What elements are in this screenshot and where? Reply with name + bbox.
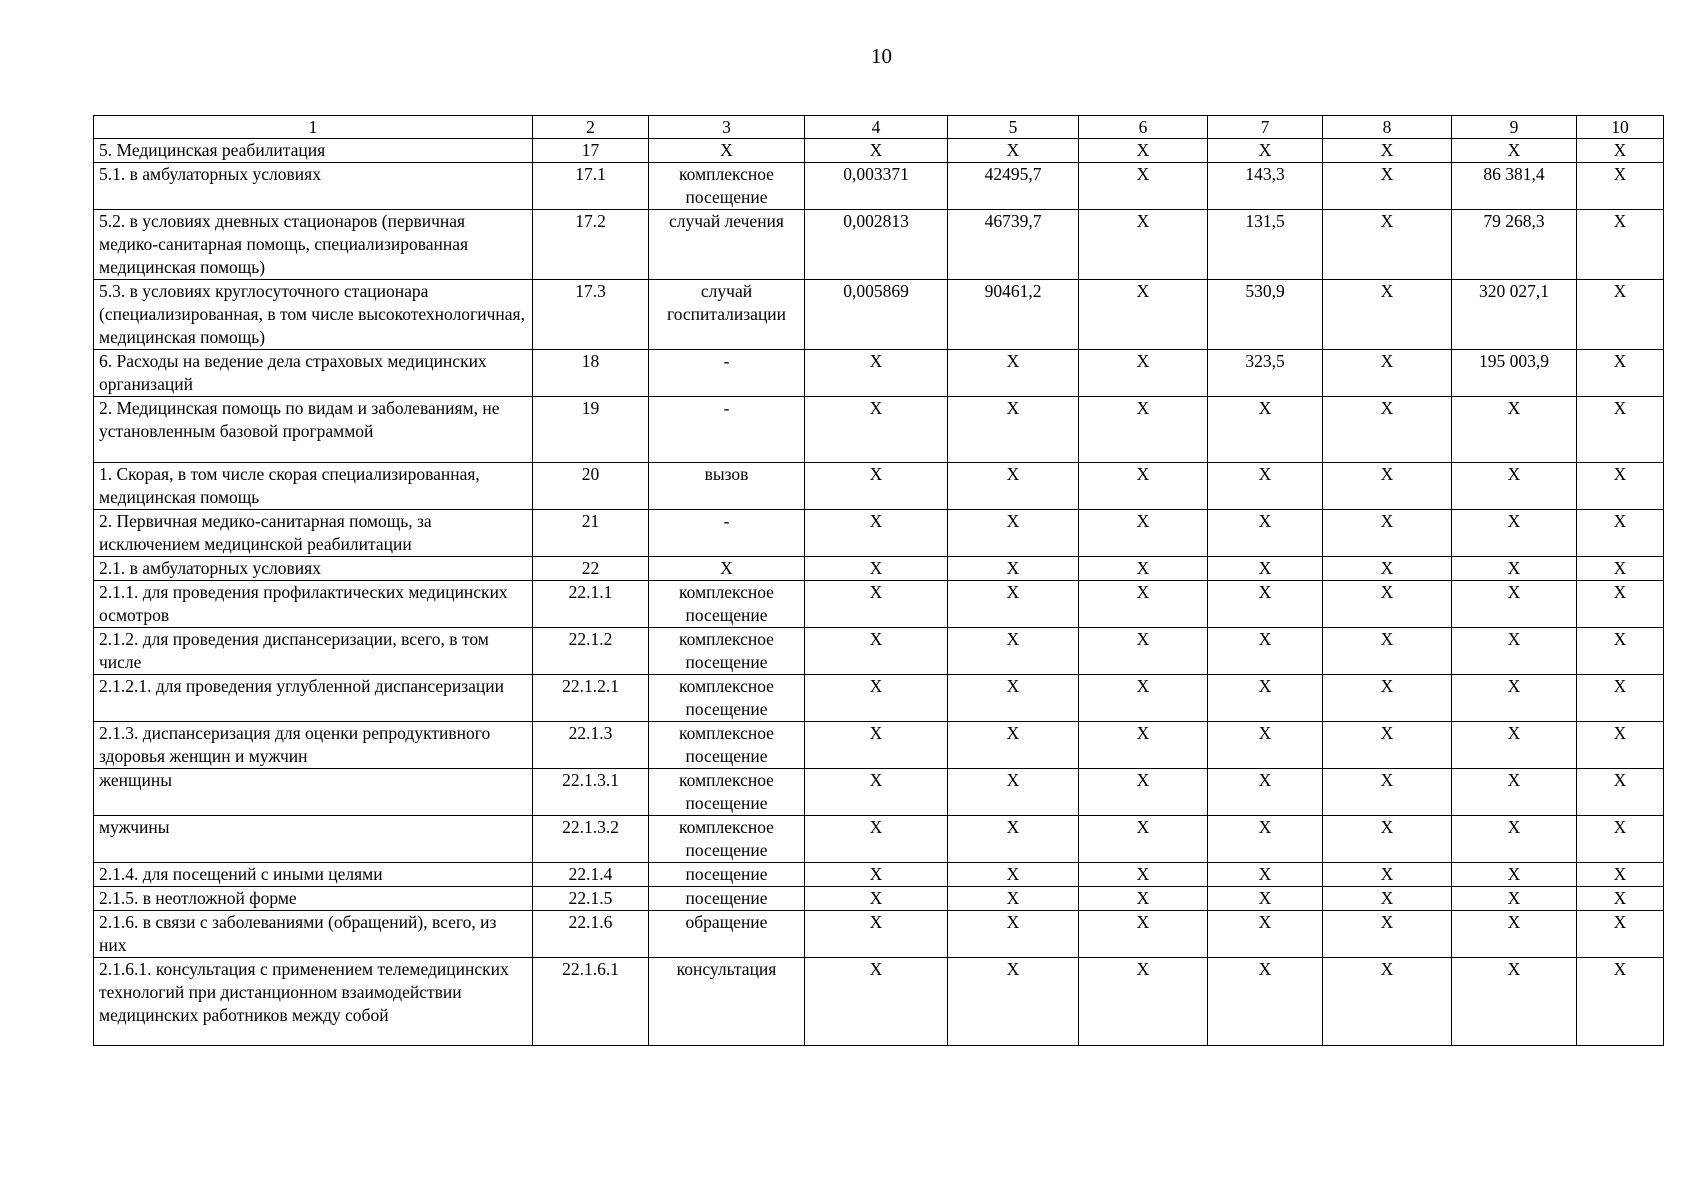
table-cell: Х xyxy=(1208,510,1323,557)
table-cell: Х xyxy=(1079,722,1208,769)
table-cell: 21 xyxy=(533,510,649,557)
table-cell: 79 268,3 xyxy=(1452,210,1577,280)
table-cell: Х xyxy=(1323,557,1452,581)
table-cell: Х xyxy=(1079,350,1208,397)
table-cell: Х xyxy=(948,722,1079,769)
table-cell: комплексное посещение xyxy=(649,722,805,769)
table-cell: 143,3 xyxy=(1208,163,1323,210)
table-cell: Х xyxy=(1577,463,1664,510)
table-cell: 530,9 xyxy=(1208,280,1323,350)
table-cell: Х xyxy=(1577,163,1664,210)
table-row xyxy=(94,628,1664,675)
table-cell: Х xyxy=(1452,722,1577,769)
header-cell: 3 xyxy=(649,116,805,139)
table-cell: Х xyxy=(948,581,1079,628)
table-cell: Х xyxy=(1079,887,1208,911)
row-label-cell: 2.1.5. в неотложной форме xyxy=(94,887,533,911)
table-cell: Х xyxy=(1577,675,1664,722)
table-cell: Х xyxy=(1577,816,1664,863)
header-cell: 5 xyxy=(948,116,1079,139)
table-cell: Х xyxy=(1577,350,1664,397)
table-cell: комплексное посещение xyxy=(649,816,805,863)
table-cell: Х xyxy=(1079,510,1208,557)
table-cell: Х xyxy=(1452,557,1577,581)
table-cell: 17.1 xyxy=(533,163,649,210)
table-cell: Х xyxy=(1577,722,1664,769)
row-label-cell: женщины xyxy=(94,769,533,816)
table-cell: Х xyxy=(1208,863,1323,887)
table-cell: Х xyxy=(1208,769,1323,816)
page-number: 10 xyxy=(871,44,892,68)
header-cell: 6 xyxy=(1079,116,1208,139)
table-cell: 22.1.3 xyxy=(533,722,649,769)
table-cell: Х xyxy=(1323,958,1452,1046)
table-cell: Х xyxy=(1079,463,1208,510)
table-row xyxy=(94,397,1664,463)
table-cell: Х xyxy=(805,557,948,581)
table-cell: 19 xyxy=(533,397,649,463)
table-cell: - xyxy=(649,510,805,557)
table-cell: Х xyxy=(1323,816,1452,863)
table-row xyxy=(94,958,1664,1046)
table-cell: - xyxy=(649,350,805,397)
table-cell: 131,5 xyxy=(1208,210,1323,280)
table-row xyxy=(94,816,1664,863)
row-label-cell: 2.1.2.1. для проведения углубленной диспансеризации xyxy=(94,675,533,722)
table-row xyxy=(94,139,1664,163)
table-cell: Х xyxy=(1208,911,1323,958)
row-label-cell: 5.2. в условиях дневных стационаров (первичная медико-санитарная помощь, специализированная медицинская помощь) xyxy=(94,210,533,280)
table-cell: 22.1.3.1 xyxy=(533,769,649,816)
table-cell: Х xyxy=(1577,911,1664,958)
table-cell: Х xyxy=(1079,397,1208,463)
table-cell: Х xyxy=(1452,463,1577,510)
row-label-cell: 5.3. в условиях круглосуточного стационара (специализированная, в том числе высокотехнологичная, медицинская помощь) xyxy=(94,280,533,350)
table-cell: вызов xyxy=(649,463,805,510)
table-body xyxy=(94,116,1664,1046)
table-cell: Х xyxy=(1452,816,1577,863)
table-row xyxy=(94,163,1664,210)
table-row xyxy=(94,581,1664,628)
table-cell: комплексное посещение xyxy=(649,581,805,628)
table-cell: Х xyxy=(1079,139,1208,163)
table-cell: Х xyxy=(1079,163,1208,210)
table-cell: Х xyxy=(1323,722,1452,769)
table-cell: Х xyxy=(805,463,948,510)
table-cell: Х xyxy=(805,863,948,887)
table-cell: Х xyxy=(1452,510,1577,557)
table-cell: Х xyxy=(948,911,1079,958)
header-cell: 8 xyxy=(1323,116,1452,139)
table-cell: 22.1.5 xyxy=(533,887,649,911)
table-cell: Х xyxy=(1323,581,1452,628)
table-cell: Х xyxy=(1577,510,1664,557)
table-cell: посещение xyxy=(649,863,805,887)
table-cell: 42495,7 xyxy=(948,163,1079,210)
table-row xyxy=(94,863,1664,887)
table-cell: Х xyxy=(948,675,1079,722)
table-cell: посещение xyxy=(649,887,805,911)
table-cell: Х xyxy=(948,628,1079,675)
table-cell: 18 xyxy=(533,350,649,397)
table-cell: Х xyxy=(1208,397,1323,463)
header-cell: 10 xyxy=(1577,116,1664,139)
table-cell: Х xyxy=(1452,911,1577,958)
table-cell: Х xyxy=(1208,816,1323,863)
table-cell: Х xyxy=(1323,769,1452,816)
table-cell: Х xyxy=(1079,769,1208,816)
table-cell: Х xyxy=(948,139,1079,163)
table-cell: Х xyxy=(1323,463,1452,510)
table-cell: Х xyxy=(1208,139,1323,163)
table-cell: Х xyxy=(649,557,805,581)
table-header-row xyxy=(94,116,1664,139)
table-cell: Х xyxy=(1079,911,1208,958)
table-cell: Х xyxy=(1323,863,1452,887)
table-cell: Х xyxy=(1208,958,1323,1046)
table-cell: 22.1.2.1 xyxy=(533,675,649,722)
table-cell: Х xyxy=(1079,675,1208,722)
table-row xyxy=(94,210,1664,280)
table-cell: консультация xyxy=(649,958,805,1046)
row-label-cell: 2. Медицинская помощь по видам и заболеваниям, не установленным базовой программой xyxy=(94,397,533,463)
table-cell: Х xyxy=(649,139,805,163)
row-label-cell: 2.1.1. для проведения профилактических медицинских осмотров xyxy=(94,581,533,628)
header-cell: 7 xyxy=(1208,116,1323,139)
table-cell: Х xyxy=(948,557,1079,581)
row-label-cell: 1. Скорая, в том числе скорая специализированная, медицинская помощь xyxy=(94,463,533,510)
table-cell: Х xyxy=(1208,557,1323,581)
table-cell: Х xyxy=(1577,557,1664,581)
table-cell: Х xyxy=(1577,887,1664,911)
table-cell: Х xyxy=(805,350,948,397)
table-cell: 22.1.1 xyxy=(533,581,649,628)
table-cell: 0,003371 xyxy=(805,163,948,210)
table-cell: Х xyxy=(1577,581,1664,628)
table-cell: Х xyxy=(805,769,948,816)
table-cell: Х xyxy=(1323,397,1452,463)
table-cell: Х xyxy=(948,510,1079,557)
table-cell: Х xyxy=(948,769,1079,816)
table-cell: Х xyxy=(1323,163,1452,210)
row-label-cell: 2.1.6. в связи с заболеваниями (обращений), всего, из них xyxy=(94,911,533,958)
table-cell: Х xyxy=(948,397,1079,463)
table-cell: Х xyxy=(1079,581,1208,628)
table-cell: 323,5 xyxy=(1208,350,1323,397)
table-cell: Х xyxy=(805,911,948,958)
table-cell: Х xyxy=(948,863,1079,887)
table-cell: Х xyxy=(805,816,948,863)
table-cell: Х xyxy=(1323,911,1452,958)
table-cell: Х xyxy=(1208,581,1323,628)
table-cell: Х xyxy=(1079,210,1208,280)
table-cell: Х xyxy=(805,581,948,628)
table-cell: Х xyxy=(1208,628,1323,675)
table-row xyxy=(94,887,1664,911)
table-cell: 22.1.3.2 xyxy=(533,816,649,863)
table-cell: 22.1.2 xyxy=(533,628,649,675)
table-cell: Х xyxy=(1452,887,1577,911)
table-cell: 22.1.6 xyxy=(533,911,649,958)
table-cell: Х xyxy=(1452,675,1577,722)
table-cell: Х xyxy=(805,675,948,722)
table-cell: Х xyxy=(805,628,948,675)
table-cell: Х xyxy=(1208,463,1323,510)
table-cell: 46739,7 xyxy=(948,210,1079,280)
row-label-cell: 6. Расходы на ведение дела страховых медицинских организаций xyxy=(94,350,533,397)
table-cell: 0,005869 xyxy=(805,280,948,350)
table-row xyxy=(94,510,1664,557)
table-cell: Х xyxy=(1323,350,1452,397)
table-cell: Х xyxy=(1577,769,1664,816)
table-cell: комплексное посещение xyxy=(649,769,805,816)
table-cell: Х xyxy=(1577,210,1664,280)
table-cell: Х xyxy=(1079,280,1208,350)
table-cell: Х xyxy=(948,958,1079,1046)
row-label-cell: 2.1.4. для посещений с иными целями xyxy=(94,863,533,887)
table-cell: Х xyxy=(1323,675,1452,722)
table-cell: Х xyxy=(1079,557,1208,581)
table-cell: Х xyxy=(1323,210,1452,280)
table-cell: 90461,2 xyxy=(948,280,1079,350)
table-cell: Х xyxy=(1452,397,1577,463)
row-label-cell: 2. Первичная медико-санитарная помощь, за исключением медицинской реабилитации xyxy=(94,510,533,557)
table-row xyxy=(94,350,1664,397)
table-cell: Х xyxy=(1208,887,1323,911)
table-cell: 20 xyxy=(533,463,649,510)
table-row xyxy=(94,557,1664,581)
table-cell: Х xyxy=(1452,958,1577,1046)
table-cell: случай лечения xyxy=(649,210,805,280)
table-cell: 17 xyxy=(533,139,649,163)
table-cell: Х xyxy=(805,887,948,911)
row-label-cell: 2.1. в амбулаторных условиях xyxy=(94,557,533,581)
table-cell: 86 381,4 xyxy=(1452,163,1577,210)
table-cell: Х xyxy=(1079,958,1208,1046)
row-label-cell: 2.1.2. для проведения диспансеризации, всего, в том числе xyxy=(94,628,533,675)
table-cell: Х xyxy=(1452,628,1577,675)
row-label-cell: 5. Медицинская реабилитация xyxy=(94,139,533,163)
table-row xyxy=(94,675,1664,722)
table-cell: Х xyxy=(1577,280,1664,350)
table-row xyxy=(94,280,1664,350)
table-cell: комплексное посещение xyxy=(649,163,805,210)
data-table xyxy=(93,115,1664,1046)
table-cell: Х xyxy=(948,350,1079,397)
table-cell: Х xyxy=(805,397,948,463)
table-cell: Х xyxy=(1323,628,1452,675)
table-cell: Х xyxy=(1323,139,1452,163)
table-cell: Х xyxy=(1208,675,1323,722)
row-label-cell: мужчины xyxy=(94,816,533,863)
table-cell: комплексное посещение xyxy=(649,628,805,675)
table-row xyxy=(94,911,1664,958)
table-cell: Х xyxy=(948,463,1079,510)
table-cell: обращение xyxy=(649,911,805,958)
table-row xyxy=(94,463,1664,510)
table-cell: 0,002813 xyxy=(805,210,948,280)
table-cell: Х xyxy=(1577,628,1664,675)
table-cell: Х xyxy=(1577,863,1664,887)
table-cell: 22.1.6.1 xyxy=(533,958,649,1046)
table-cell: Х xyxy=(1452,769,1577,816)
header-cell: 9 xyxy=(1452,116,1577,139)
table-cell: Х xyxy=(948,887,1079,911)
table-cell: Х xyxy=(1452,863,1577,887)
table-cell: Х xyxy=(805,958,948,1046)
table-cell: 22 xyxy=(533,557,649,581)
table-row xyxy=(94,769,1664,816)
table-cell: Х xyxy=(1452,581,1577,628)
table-cell: 17.2 xyxy=(533,210,649,280)
header-cell: 4 xyxy=(805,116,948,139)
header-cell: 1 xyxy=(94,116,533,139)
table-cell: 320 027,1 xyxy=(1452,280,1577,350)
table-cell: Х xyxy=(805,722,948,769)
table-cell: Х xyxy=(1079,628,1208,675)
table-cell: 17.3 xyxy=(533,280,649,350)
table-cell: Х xyxy=(1208,722,1323,769)
table-cell: 195 003,9 xyxy=(1452,350,1577,397)
table-cell: Х xyxy=(1323,280,1452,350)
row-label-cell: 2.1.6.1. консультация с применением телемедицинских технологий при дистанционном взаимодействии медицинских работников между собой xyxy=(94,958,533,1046)
table-cell: Х xyxy=(1323,510,1452,557)
row-label-cell: 5.1. в амбулаторных условиях xyxy=(94,163,533,210)
table-cell: случай госпитализации xyxy=(649,280,805,350)
table-cell: - xyxy=(649,397,805,463)
table-cell: Х xyxy=(1577,139,1664,163)
table-cell: Х xyxy=(948,816,1079,863)
table-cell: Х xyxy=(1452,139,1577,163)
header-cell: 2 xyxy=(533,116,649,139)
table-cell: Х xyxy=(805,139,948,163)
table-cell: Х xyxy=(1323,887,1452,911)
table-cell: Х xyxy=(1079,863,1208,887)
table-cell: комплексное посещение xyxy=(649,675,805,722)
table-cell: Х xyxy=(1079,816,1208,863)
table-cell: Х xyxy=(1577,958,1664,1046)
table-cell: 22.1.4 xyxy=(533,863,649,887)
row-label-cell: 2.1.3. диспансеризация для оценки репродуктивного здоровья женщин и мужчин xyxy=(94,722,533,769)
table-row xyxy=(94,722,1664,769)
table-cell: Х xyxy=(805,510,948,557)
table-cell: Х xyxy=(1577,397,1664,463)
